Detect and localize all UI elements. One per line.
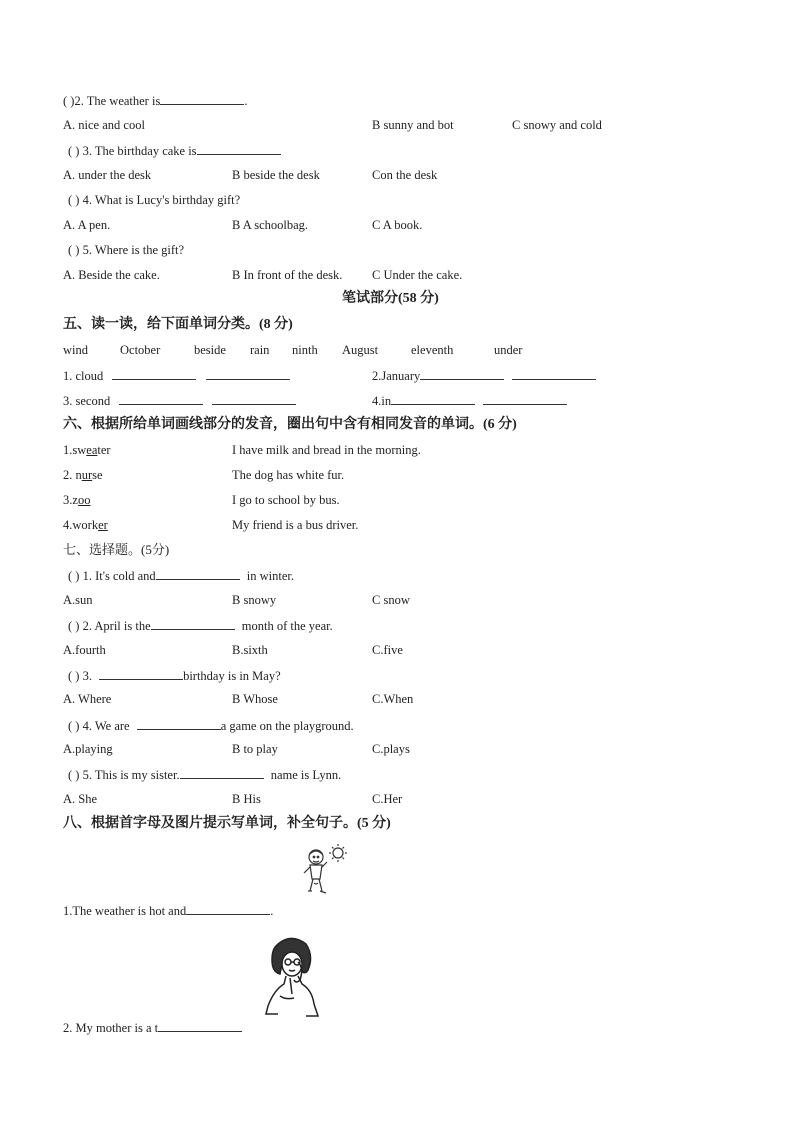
q7-1: ( ) 1. It's cold and in winter.	[68, 569, 294, 583]
answer-paren[interactable]: ( )	[68, 243, 80, 257]
written-part-title: 笔试部分(58 分)	[342, 291, 439, 306]
teacher-picture	[260, 934, 326, 1020]
answer-blank[interactable]	[391, 392, 475, 405]
answer-blank[interactable]	[112, 367, 196, 380]
q7-2-option-a[interactable]: A.fourth	[63, 643, 106, 657]
answer-paren[interactable]: ( )2.	[63, 94, 84, 108]
q7-4: ( ) 4. We are a game on the playground.	[68, 719, 354, 733]
q4-2-option-a[interactable]: A. nice and cool	[63, 118, 145, 132]
classify-row-3: 3. second	[63, 392, 296, 409]
q7-4-option-c[interactable]: C.plays	[372, 742, 410, 756]
answer-blank[interactable]	[420, 367, 504, 380]
phonics-word-2: 2. nurse	[63, 468, 103, 482]
phonics-sentence-2[interactable]: The dog has white fur.	[232, 468, 345, 482]
word-list-6: August	[342, 343, 379, 357]
q7-5-option-b[interactable]: B His	[232, 792, 261, 806]
answer-blank[interactable]	[197, 142, 281, 155]
section5-heading: 五、读一读，给下面单词分类。(8 分)	[63, 317, 293, 332]
section6-heading: 六、根据所给单词画线部分的发音，圈出句中含有相同发音的单词。(6 分)	[63, 417, 517, 432]
answer-blank[interactable]	[180, 766, 264, 779]
section7-heading: 七、选择题。(5分)	[63, 542, 170, 557]
phonics-word-1: 1.sweater	[63, 443, 111, 457]
answer-paren[interactable]: ( )	[68, 619, 80, 633]
q8-1: 1.The weather is hot and .	[63, 904, 274, 918]
classify-row-2: 2.January	[372, 367, 596, 384]
answer-blank[interactable]	[158, 1019, 242, 1032]
answer-blank[interactable]	[212, 392, 296, 405]
classify-row-1: 1. cloud	[63, 367, 290, 384]
q4-5-option-c[interactable]: C Under the cake.	[372, 268, 463, 282]
q4-5-option-b[interactable]: B In front of the desk.	[232, 268, 343, 282]
q4-5: ( ) 5. Where is the gift?	[68, 243, 185, 257]
q7-5-option-a[interactable]: A. She	[63, 792, 98, 806]
answer-blank[interactable]	[483, 392, 567, 405]
q7-3-option-a[interactable]: A. Where	[63, 692, 112, 706]
answer-paren[interactable]: ( )	[68, 719, 80, 733]
answer-paren[interactable]: ( )	[68, 569, 80, 583]
hot-weather-picture	[300, 843, 350, 905]
answer-blank[interactable]	[160, 92, 244, 105]
q4-5-option-a[interactable]: A. Beside the cake.	[63, 268, 160, 282]
answer-blank[interactable]	[156, 567, 240, 580]
phonics-sentence-3[interactable]: I go to school by bus.	[232, 493, 340, 507]
q4-2: ( )2. The weather is .	[63, 94, 248, 108]
q4-4-option-b[interactable]: B A schoolbag.	[232, 218, 309, 232]
classify-row-4: 4.in	[372, 392, 567, 409]
answer-blank[interactable]	[206, 367, 290, 380]
answer-blank[interactable]	[186, 902, 270, 915]
answer-paren[interactable]: ( )	[68, 768, 80, 782]
section8-heading: 八、根据首字母及图片提示写单词，补全句子。(5 分)	[63, 816, 391, 831]
q4-4-option-c[interactable]: C A book.	[372, 218, 423, 232]
q7-4-option-b[interactable]: B to play	[232, 742, 278, 756]
q4-2-option-c[interactable]: C snowy and cold	[512, 118, 602, 132]
word-list-4: rain	[250, 343, 270, 357]
q7-1-option-b[interactable]: B snowy	[232, 593, 277, 607]
q4-4-option-a[interactable]: A. A pen.	[63, 218, 111, 232]
word-list-5: ninth	[292, 343, 318, 357]
q7-1-option-c[interactable]: C snow	[372, 593, 410, 607]
q7-2-option-b[interactable]: B.sixth	[232, 643, 268, 657]
q4-3: ( ) 3. The birthday cake is	[68, 142, 281, 159]
phonics-word-3: 3.zoo	[63, 493, 91, 507]
q4-3-option-b[interactable]: B beside the desk	[232, 168, 320, 182]
q7-3-option-b[interactable]: B Whose	[232, 692, 278, 706]
answer-paren[interactable]: ( )	[68, 669, 80, 683]
word-list-3: beside	[194, 343, 226, 357]
answer-blank[interactable]	[99, 667, 183, 680]
answer-blank[interactable]	[151, 617, 235, 630]
answer-blank[interactable]	[137, 717, 221, 730]
word-list-2: October	[120, 343, 161, 357]
q7-4-option-a[interactable]: A.playing	[63, 742, 113, 756]
word-list-7: eleventh	[411, 343, 454, 357]
phonics-sentence-1[interactable]: I have milk and bread in the morning.	[232, 443, 421, 457]
q7-3: ( ) 3. birthday is in May?	[68, 669, 281, 683]
phonics-word-4: 4.worker	[63, 518, 108, 532]
word-list-8: under	[494, 343, 523, 357]
q7-5-option-c[interactable]: C.Her	[372, 792, 403, 806]
answer-paren[interactable]: ( )	[68, 144, 80, 158]
q4-3-option-c[interactable]: Con the desk	[372, 168, 438, 182]
word-list-1: wind	[63, 343, 88, 357]
answer-blank[interactable]	[512, 367, 596, 380]
phonics-sentence-4[interactable]: My friend is a bus driver.	[232, 518, 359, 532]
answer-paren[interactable]: ( )	[68, 193, 80, 207]
q7-3-option-c[interactable]: C.When	[372, 692, 414, 706]
q7-2: ( ) 2. April is the month of the year.	[68, 619, 333, 633]
q4-4: ( ) 4. What is Lucy's birthday gift?	[68, 193, 241, 207]
q4-3-option-a[interactable]: A. under the desk	[63, 168, 152, 182]
q7-5: ( ) 5. This is my sister. name is Lynn.	[68, 768, 342, 782]
q7-2-option-c[interactable]: C.five	[372, 643, 403, 657]
q8-2: 2. My mother is a t	[63, 1019, 242, 1036]
answer-blank[interactable]	[119, 392, 203, 405]
q4-2-option-b[interactable]: B sunny and bot	[372, 118, 454, 132]
q7-1-option-a[interactable]: A.sun	[63, 593, 93, 607]
